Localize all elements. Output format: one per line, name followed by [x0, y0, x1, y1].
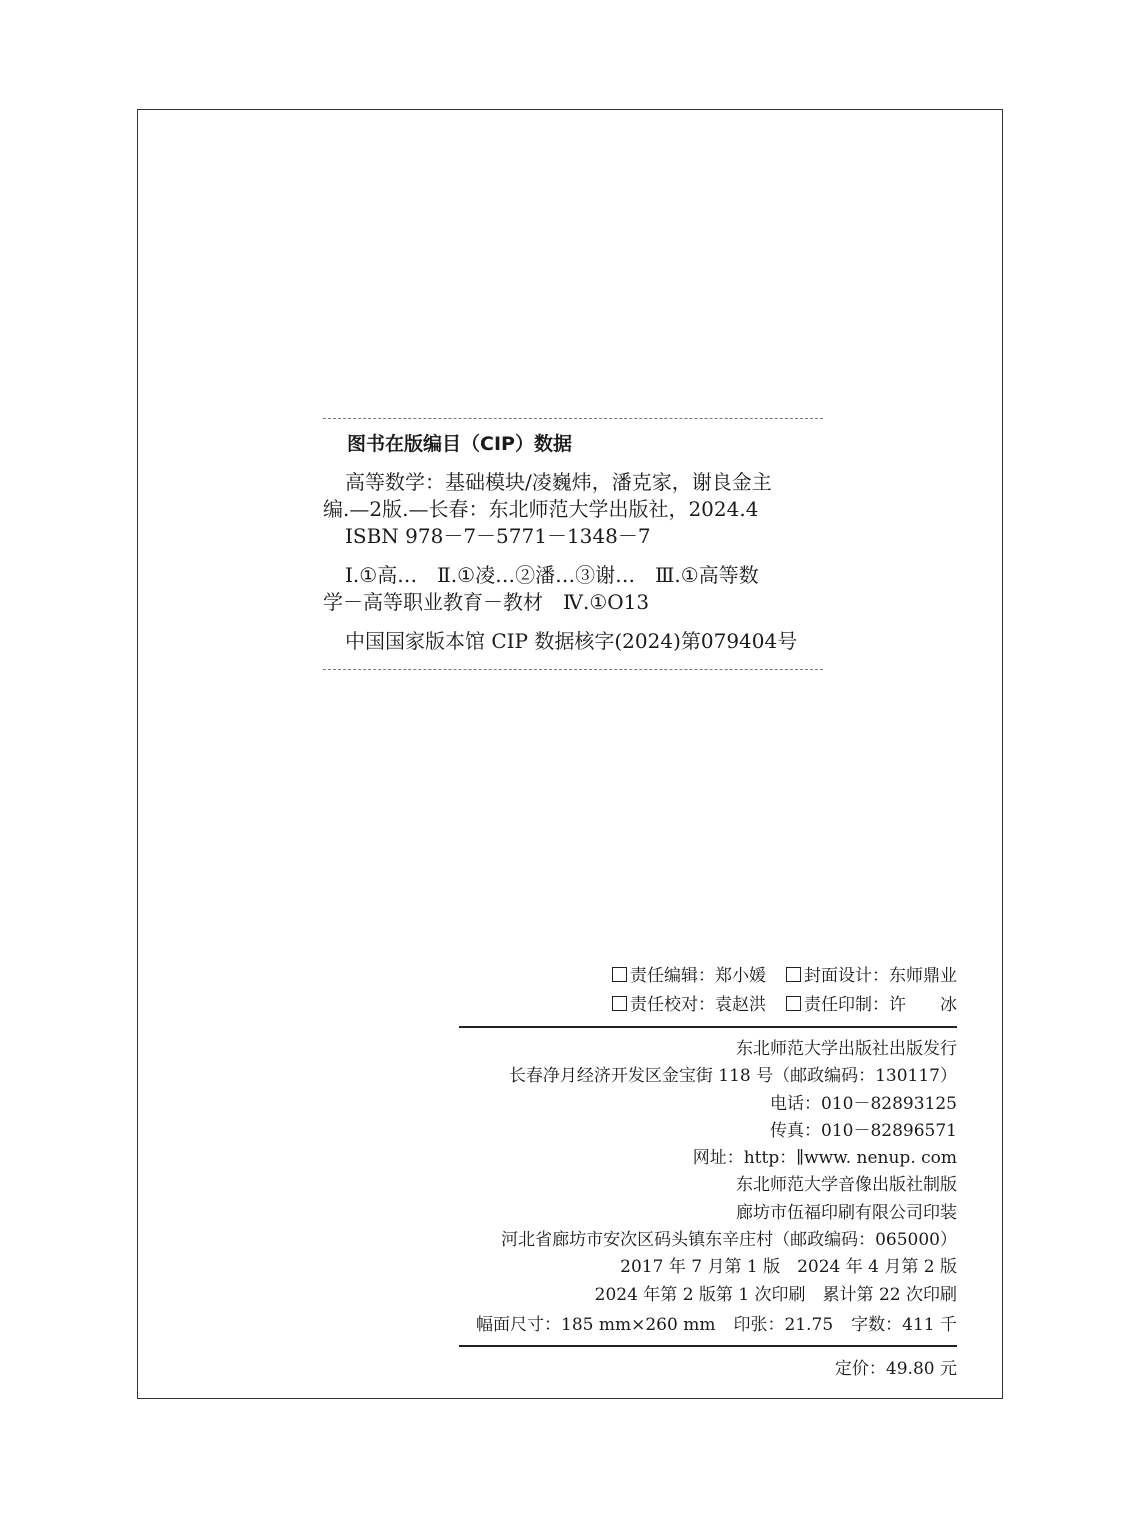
- format-size: 幅面尺寸：185 mm×260 mm: [476, 1314, 716, 1335]
- printed-sheets: 印张：21.75: [733, 1314, 834, 1335]
- price-rule: [459, 1345, 957, 1347]
- checkbox-square-icon: [786, 967, 801, 982]
- cip-subjects: [323, 562, 823, 616]
- publishing-info: [459, 1036, 957, 1339]
- credits-block: [459, 962, 957, 1383]
- publisher-website: 网址：http：∥www. nenup. com: [692, 1148, 957, 1169]
- checkbox-square-icon: [612, 996, 627, 1011]
- publisher-fax: 传真：010－82896571: [770, 1120, 957, 1141]
- word-count: 字数：411 千: [851, 1314, 957, 1335]
- credit-cover-design-text: 封面设计：东师鼎业: [804, 966, 957, 986]
- credit-editor: [612, 966, 766, 986]
- checkbox-square-icon: [612, 967, 627, 982]
- cip-bottom-dashed-rule: [323, 669, 823, 670]
- cip-record: [323, 628, 823, 655]
- cip-entry-line-2: 编.—2版.—长春：东北师范大学出版社，2024.4: [323, 497, 759, 521]
- cip-block: [323, 418, 823, 670]
- credit-editor-text: 责任编辑：郑小媛: [630, 966, 766, 986]
- credit-row-1: [459, 962, 957, 991]
- price: 定价：49.80 元: [834, 1358, 957, 1379]
- cip-record-number: 中国国家版本馆 CIP 数据核字(2024)第079404号: [345, 629, 798, 653]
- publisher-address: 长春净月经济开发区金宝街 118 号（邮政编码：130117）: [508, 1066, 957, 1087]
- cip-entry: [323, 469, 823, 550]
- credits-rule: [459, 1026, 957, 1028]
- credit-printing-manager-text: 责任印制：许 冰: [804, 995, 957, 1015]
- checkbox-square-icon: [786, 996, 801, 1011]
- credit-proofreader-text: 责任校对：袁赵洪: [630, 995, 766, 1015]
- cip-entry-line-1: 高等数学：基础模块/凌巍炜，潘克家，谢良金主: [345, 470, 772, 494]
- publisher-phone: 电话：010－82893125: [770, 1093, 957, 1114]
- cip-heading: 图书在版编目（CIP）数据: [347, 433, 572, 455]
- credit-cover-design: [786, 966, 957, 986]
- credit-row-2: [459, 991, 957, 1020]
- printer-address: 河北省廊坊市安次区码头镇东辛庄村（邮政编码：065000）: [501, 1230, 957, 1251]
- cip-isbn: ISBN 978－7－5771－1348－7: [345, 524, 651, 548]
- printer: 廊坊市伍福印刷有限公司印装: [736, 1202, 957, 1223]
- credit-proofreader: [612, 995, 766, 1015]
- cip-subjects-line-1: Ⅰ.①高… Ⅱ.①凌…②潘…③谢… Ⅲ.①高等数: [345, 563, 759, 587]
- spec-line: [459, 1311, 957, 1339]
- printing-info: 2024 年第 2 版第 1 次印刷 累计第 22 次印刷: [594, 1284, 957, 1305]
- credit-printing-manager: [786, 995, 957, 1015]
- cip-top-dashed-rule: [323, 418, 823, 419]
- cip-subjects-line-2: 学－高等职业教育－教材 Ⅳ.①O13: [323, 590, 650, 614]
- edition-info: 2017 年 7 月第 1 版 2024 年 4 月第 2 版: [620, 1257, 957, 1278]
- publisher-line: 东北师范大学出版社出版发行: [736, 1039, 957, 1059]
- plate-maker: 东北师范大学音像出版社制版: [736, 1175, 957, 1196]
